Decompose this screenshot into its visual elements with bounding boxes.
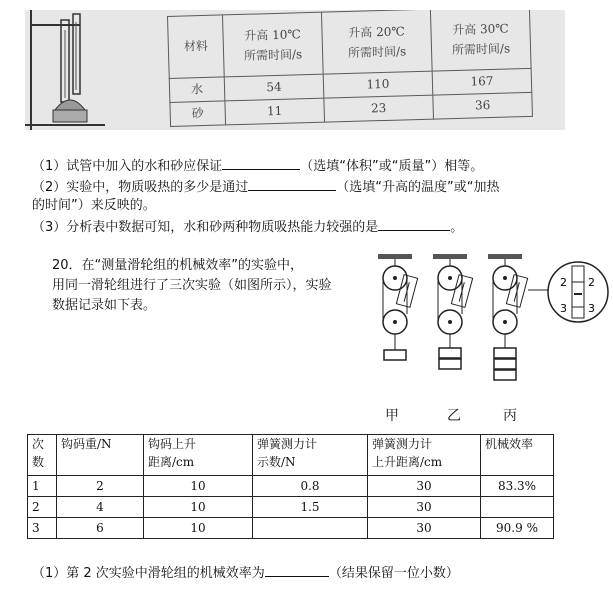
data-table-header: 弹簧测力计 上升距离/cm [368,435,481,476]
photo-table [167,10,533,127]
table-cell: 1 [28,476,57,497]
photo-table-header: 升高 10℃ 所需时间/s [222,12,323,77]
table-cell: 4 [57,497,144,518]
data-table-header: 弹簧测力计 示数/N [253,435,368,476]
answer-blank[interactable] [222,156,300,170]
question-2-text: （2）实验中，物质吸热的多少是通过 [32,180,249,195]
table-cell: 6 [57,518,144,539]
figure-label-bing: 丙 [503,408,517,424]
table-cell: 2 [57,476,144,497]
question-1-hint: （选填“体积”或“质量”）相等。 [300,159,484,174]
photo-table-cell: 11 [225,98,325,125]
question-3-text: （3）分析表中数据可知，水和砂两种物质吸热能力较强的是 [32,220,379,235]
answer-blank[interactable] [378,217,450,231]
final-question [32,563,459,583]
question-2-hint: （选填“升高的温度”或“加热 [336,180,500,195]
question-1-text: （1）试管中加入的水和砂应保证 [32,159,223,174]
photo-table-cell: 水 [169,77,225,103]
data-table-header: 钩码上升 距离/cm [144,435,253,476]
table-cell: 1.5 [253,497,368,518]
photo-table-cell: 砂 [170,101,226,127]
photo-table-header: 升高 30℃ 所需时间/s [430,10,531,71]
table-cell: 90.9 % [481,518,554,539]
table-row [28,518,554,539]
table-cell: 2 [28,497,57,518]
data-table-header: 次 数 [28,435,57,476]
table-cell: 0.8 [253,476,368,497]
question-3-end: 。 [450,220,464,235]
photo-table-cell: 110 [323,71,433,98]
photo-table-cell: 36 [433,92,533,119]
scale-mark: 2 [588,276,595,289]
table-cell: 30 [368,518,481,539]
heating-apparatus-figure [25,10,105,130]
problem-20-line: 20．在“测量滑轮组的机械效率”的实验中， [52,258,304,273]
table-cell-blank[interactable] [481,497,554,518]
table-cell: 10 [144,476,253,497]
table-cell: 30 [368,497,481,518]
scale-mark: 3 [560,302,567,315]
pulley-setup-bing [488,254,558,380]
data-table [27,434,554,539]
answer-blank[interactable] [248,177,336,191]
table-row [28,497,554,518]
answer-blank[interactable] [265,563,329,577]
problem-20-line: 用同一滑轮组进行了三次实验（如图所示），实验 [52,278,332,293]
scale-mark: 3 [588,302,595,315]
table-cell: 10 [144,497,253,518]
final-question-text: （1）第 2 次实验中滑轮组的机械效率为 [32,566,265,581]
table-cell: 10 [144,518,253,539]
data-table-header: 钩码重/N [57,435,144,476]
photo-table-cell: 54 [224,74,324,101]
photo-table-header: 材料 [168,15,225,79]
table-cell-blank[interactable] [253,518,368,539]
pulley-setup-jia [378,254,418,360]
table-cell: 30 [368,476,481,497]
pulley-setup-yi [433,254,473,369]
question-3 [32,217,463,237]
problem-20-line: 数据记录如下表。 [52,298,157,313]
figure-label-jia: 甲 [385,408,399,424]
pulley-system-figure [368,252,613,392]
question-2 [32,177,500,215]
table-cell: 3 [28,518,57,539]
data-table-header: 机械效率 [481,435,554,476]
photo-table-cell: 167 [432,68,532,95]
final-question-hint: （结果保留一位小数） [328,566,459,581]
spring-scale-zoom [548,262,608,322]
question-2-continuation: 的时间”）来反映的。 [32,198,156,213]
scale-mark: 2 [560,276,567,289]
photo-snippet [25,10,565,130]
figure-label-yi: 乙 [447,408,461,424]
table-row [28,476,554,497]
question-1 [32,156,483,176]
table-cell: 83.3% [481,476,554,497]
photo-table-header: 升高 20℃ 所需时间/s [321,10,432,74]
photo-table-cell: 23 [324,95,434,122]
